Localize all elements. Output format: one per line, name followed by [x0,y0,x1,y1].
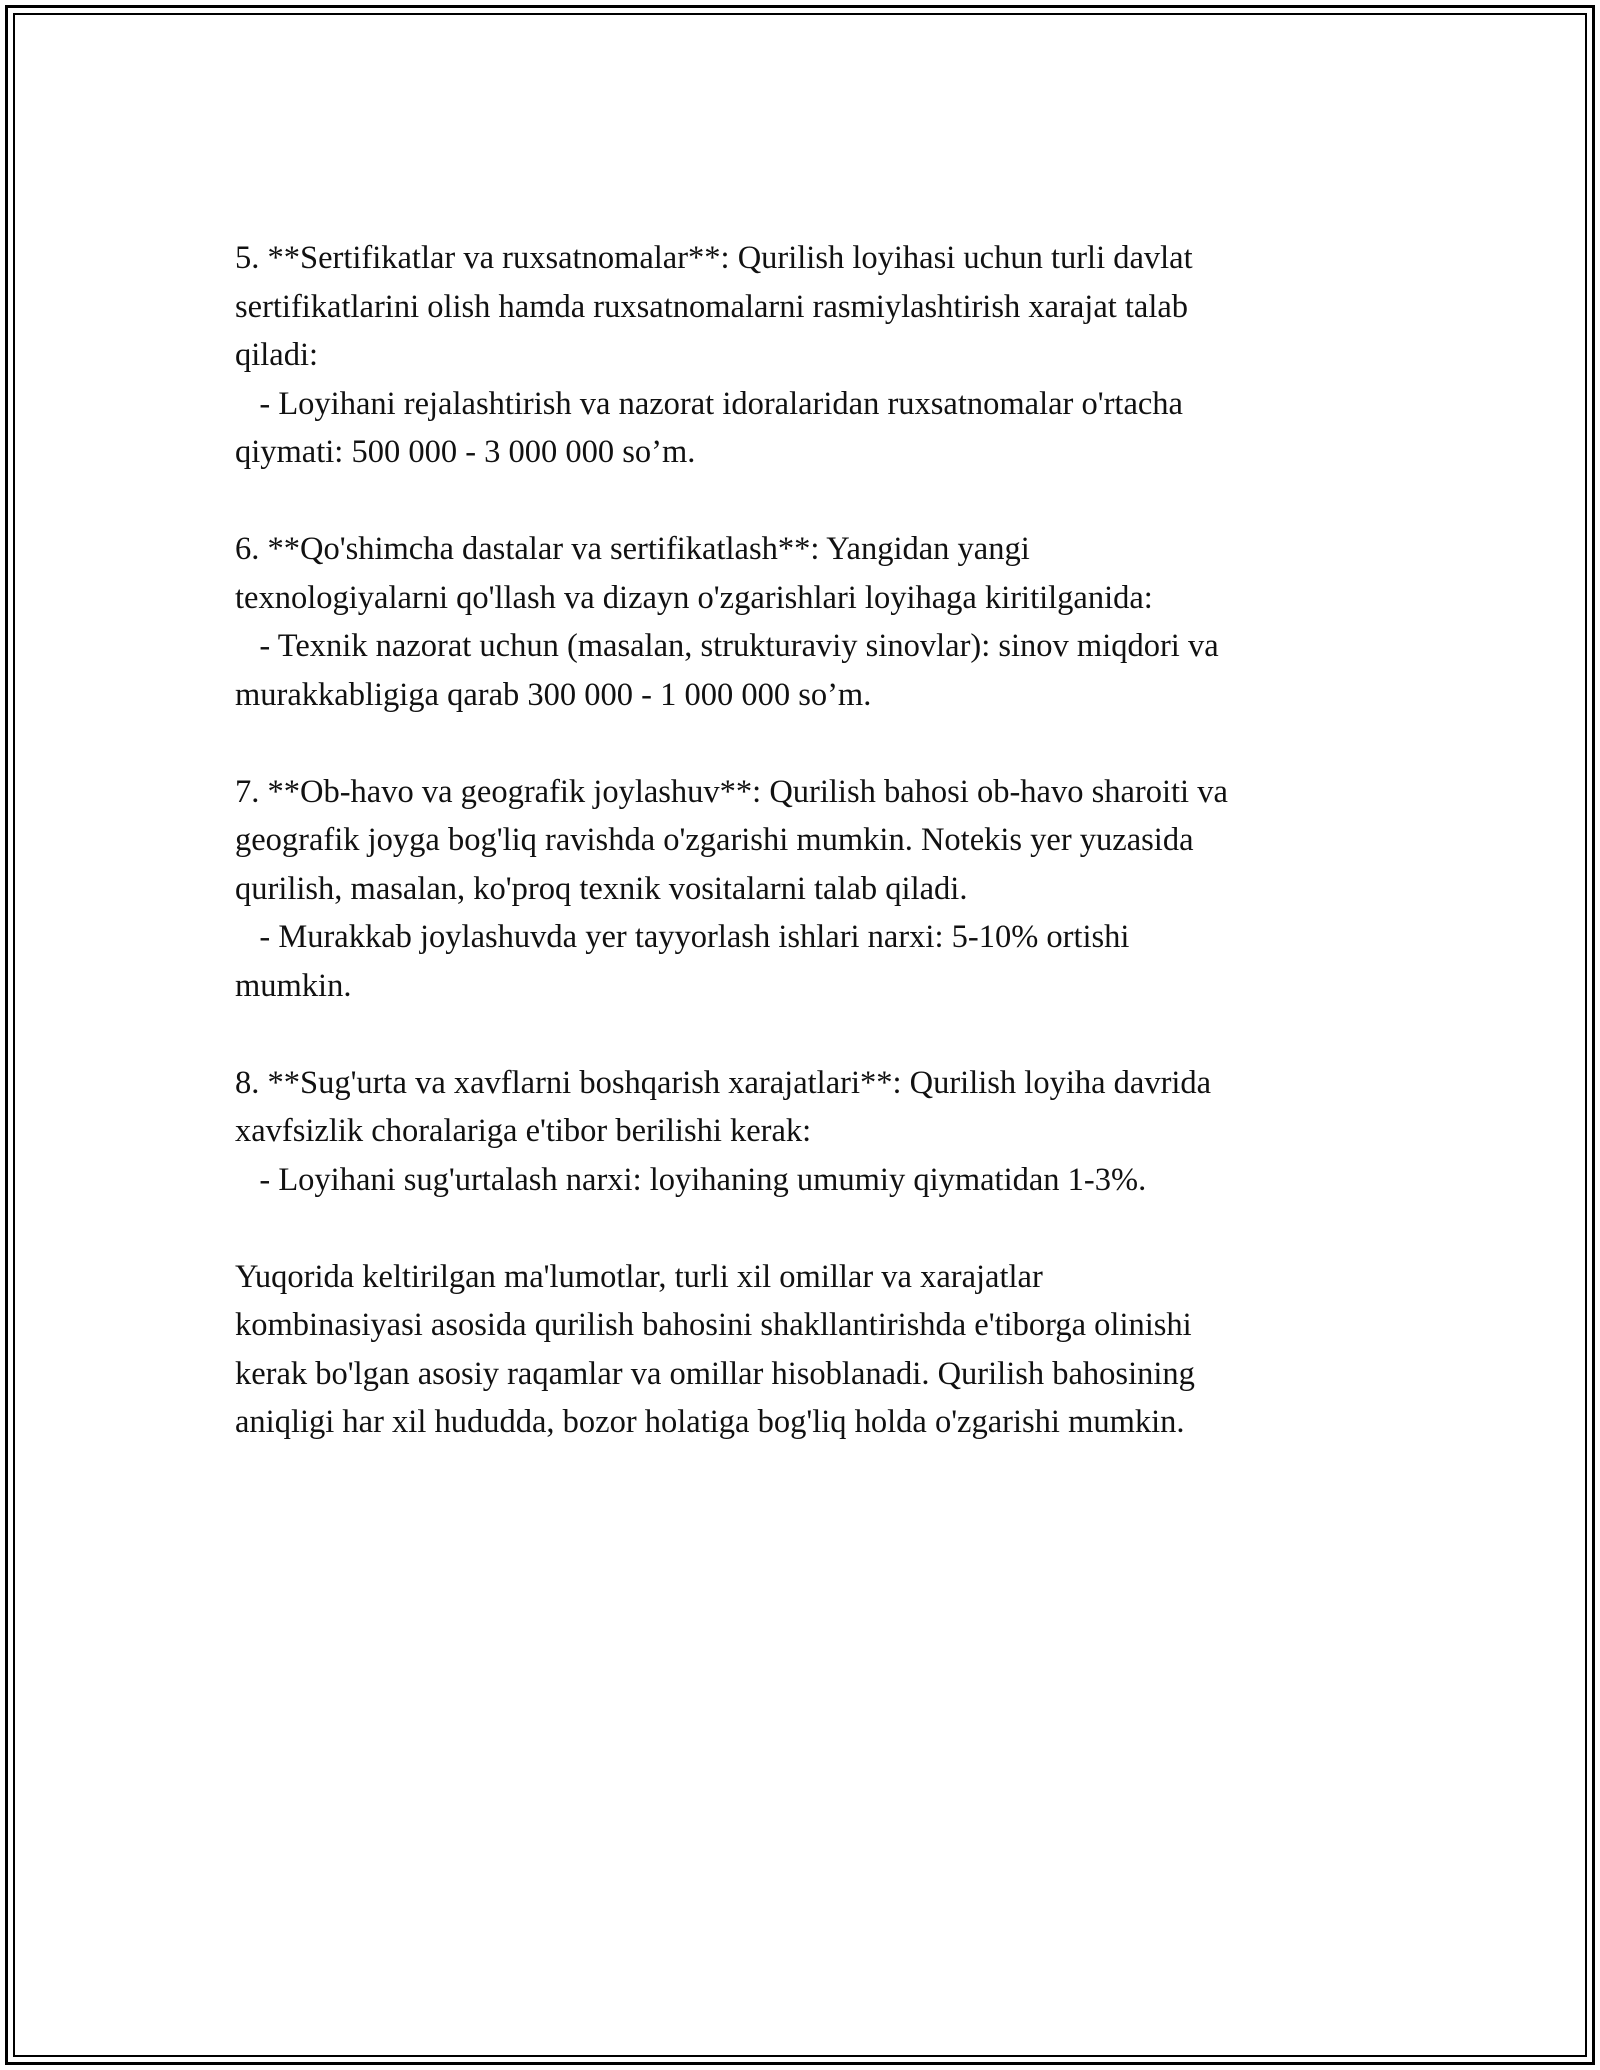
text-line: qiymati: 500 000 - 3 000 000 so’m. [235,434,696,470]
text-line: - Murakkab joylashuvda yer tayyorlash ishlari narxi: 5-10% ortishi [235,919,1130,955]
section-sugurta [235,1059,1385,1205]
text-line: murakkabligiga qarab 300 000 - 1 000 000 so’m. [235,676,872,713]
text-line: - Texnik nazorat uchun (masalan, strukturaviy sinovlar): sinov miqdori va [235,628,1219,664]
document-body [235,234,1385,1495]
section-qoshimcha-dastalar [235,525,1385,719]
text-line: xavfsizlik choralariga e'tibor berilishi kerak: [235,1113,812,1149]
text-line: aniqligi har xil hududda, bozor holatiga bog'liq holda o'zgarishi mumkin. [235,1404,1185,1440]
section-sertifikatlar [235,234,1385,477]
text-line: 8. **Sug'urta va xavflarni boshqarish xarajatlari**: Qurilish loyiha davrida [235,1064,1212,1101]
text-line: 6. **Qo'shimcha dastalar va sertifikatlash**: Yangidan yangi [235,531,1030,567]
text-line: - Loyihani sug'urtalash narxi: loyihaning umumiy qiymatidan 1-3%. [235,1161,1147,1198]
text-line: - Loyihani rejalashtirish va nazorat idoralaridan ruxsatnomalar o'rtacha [235,385,1183,422]
text-line: mumkin. [235,967,352,1004]
text-line: Yuqorida keltirilgan ma'lumotlar, turli xil omillar va xarajatlar [235,1258,1043,1295]
text-line: qurilish, masalan, ko'proq texnik vositalarni talab qiladi. [235,870,968,907]
text-line: 5. **Sertifikatlar va ruxsatnomalar**: Qurilish loyihasi uchun turli davlat [235,240,1193,276]
section-conclusion [235,1253,1385,1447]
text-line: texnologiyalarni qo'llash va dizayn o'zgarishlari loyihaga kiritilganida: [235,579,1153,616]
text-line: geografik joyga bog'liq ravishda o'zgarishi mumkin. Notekis yer yuzasida [235,822,1194,858]
text-line: kerak bo'lgan asosiy raqamlar va omillar hisoblanadi. Qurilish bahosining [235,1355,1195,1392]
text-line: kombinasiyasi asosida qurilish bahosini shakllantirishda e'tiborga olinishi [235,1307,1192,1343]
text-line: 7. **Ob-havo va geografik joylashuv**: Qurilish bahosi ob-havo sharoiti va [235,773,1228,810]
text-line: sertifikatlarini olish hamda ruxsatnomalarni rasmiylashtirish xarajat talab [235,288,1189,325]
text-line: qiladi: [235,337,319,373]
section-ob-havo [235,768,1385,1011]
